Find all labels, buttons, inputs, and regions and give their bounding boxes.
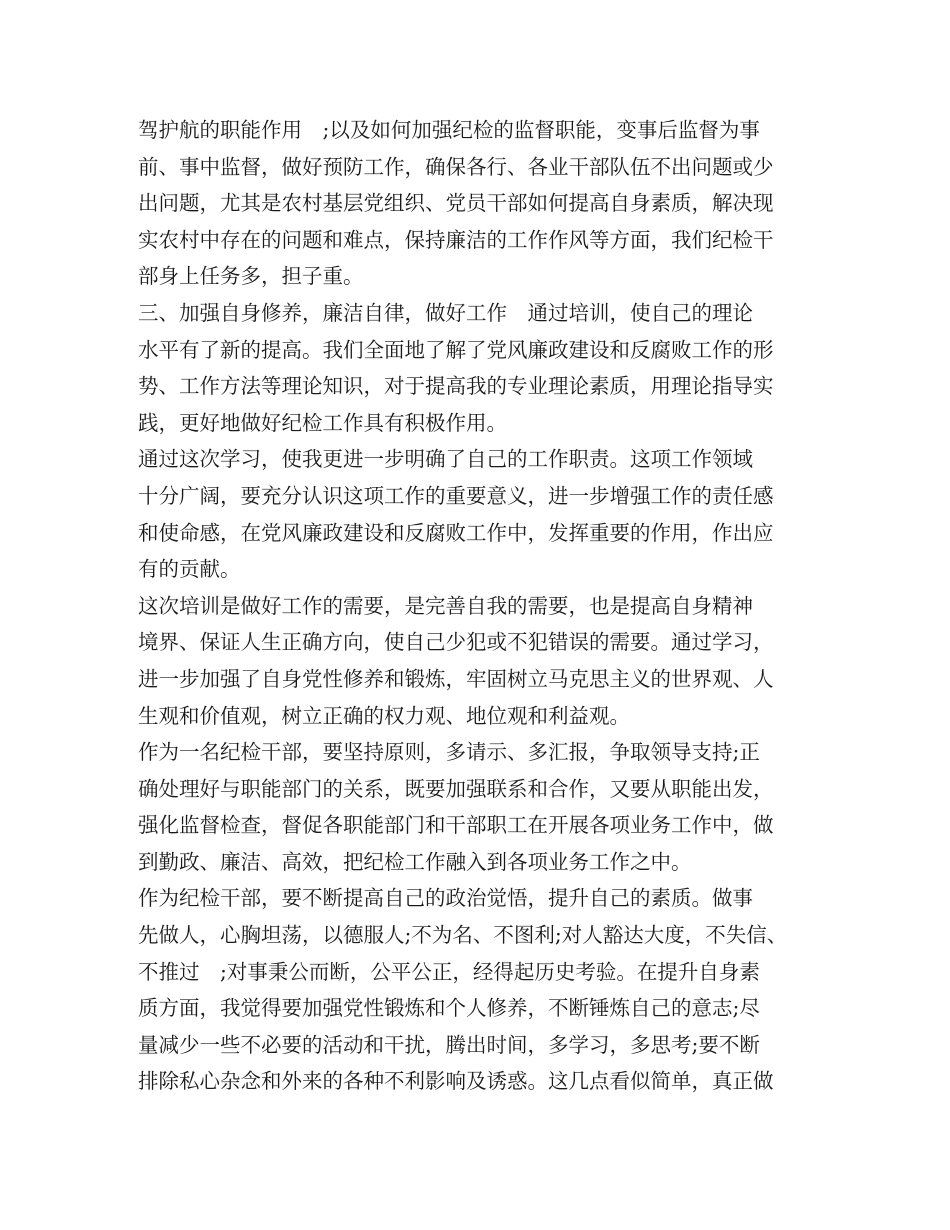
text-line: 通过这次学习，使我更进一步明确了自己的工作职责。这项工作领域 — [138, 447, 753, 472]
text-line: 量减少一些不必要的活动和干扰，腾出时间，多学习，多思考;要不断 — [138, 1032, 760, 1057]
text-line: 十分广阔，要充分认识这项工作的重要意义，进一步增强工作的责任感 — [138, 483, 774, 508]
text-line: 出问题，尤其是农村基层党组织、党员干部如何提高自身素质，解决现 — [138, 191, 774, 216]
text-line: 驾护航的职能作用 ;以及如何加强纪检的监督职能，变事后监督为事 — [138, 118, 760, 142]
text-line: 作为一名纪检干部，要坚持原则，多请示、多汇报，争取领导支持;正 — [138, 740, 760, 765]
text-line: 先做人，心胸坦荡，以德服人;不为名、不图利;对人豁达大度，不失信、 — [138, 923, 788, 948]
text-line: 部身上任务多，担子重。 — [138, 264, 364, 289]
text-line: 践，更好地做好纪检工作具有积极作用。 — [138, 410, 507, 435]
text-line: 进一步加强了自身党性修养和锻炼，牢固树立马克思主义的世界观、人 — [138, 666, 774, 691]
text-line: 水平有了新的提高。我们全面地了解了党风廉政建设和反腐败工作的形 — [138, 337, 774, 362]
text-line: 生观和价值观，树立正确的权力观、地位观和利益观。 — [138, 703, 630, 728]
text-line: 实农村中存在的问题和难点，保持廉洁的工作作风等方面，我们纪检干 — [138, 227, 774, 252]
body-text — [138, 112, 828, 1100]
text-line: 排除私心杂念和外来的各种不利影响及诱惑。这几点看似简单，真正做 — [138, 1069, 774, 1094]
text-line: 有的贡献。 — [138, 557, 241, 582]
text-line: 前、事中监督，做好预防工作，确保各行、各业干部队伍不出问题或少 — [138, 154, 774, 179]
text-line: 质方面，我觉得要加强党性锻炼和个人修养，不断锤炼自己的意志;尽 — [138, 996, 760, 1021]
text-line: 这次培训是做好工作的需要，是完善自我的需要，也是提高自身精神 — [138, 593, 753, 618]
text-line: 境界、保证人生正确方向，使自己少犯或不犯错误的需要。通过学习， — [138, 630, 774, 655]
text-line: 和使命感，在党风廉政建设和反腐败工作中，发挥重要的作用，作出应 — [138, 520, 774, 545]
text-line: 到勤政、廉洁、高效，把纪检工作融入到各项业务工作之中。 — [138, 849, 692, 874]
text-line: 不推过 ;对事秉公而断，公平公正，经得起历史考验。在提升自身素 — [138, 959, 760, 984]
text-line: 三、加强自身修养，廉洁自律，做好工作 通过培训，使自己的理论 — [138, 300, 753, 325]
text-line: 作为纪检干部，要不断提高自己的政治觉悟，提升自己的素质。做事 — [138, 886, 753, 911]
text-line: 确处理好与职能部门的关系，既要加强联系和合作，又要从职能出发， — [138, 776, 774, 801]
text-line: 强化监督检查，督促各职能部门和干部职工在开展各项业务工作中，做 — [138, 813, 774, 838]
text-line: 势、工作方法等理论知识，对于提高我的专业理论素质，用理论指导实 — [138, 374, 774, 399]
